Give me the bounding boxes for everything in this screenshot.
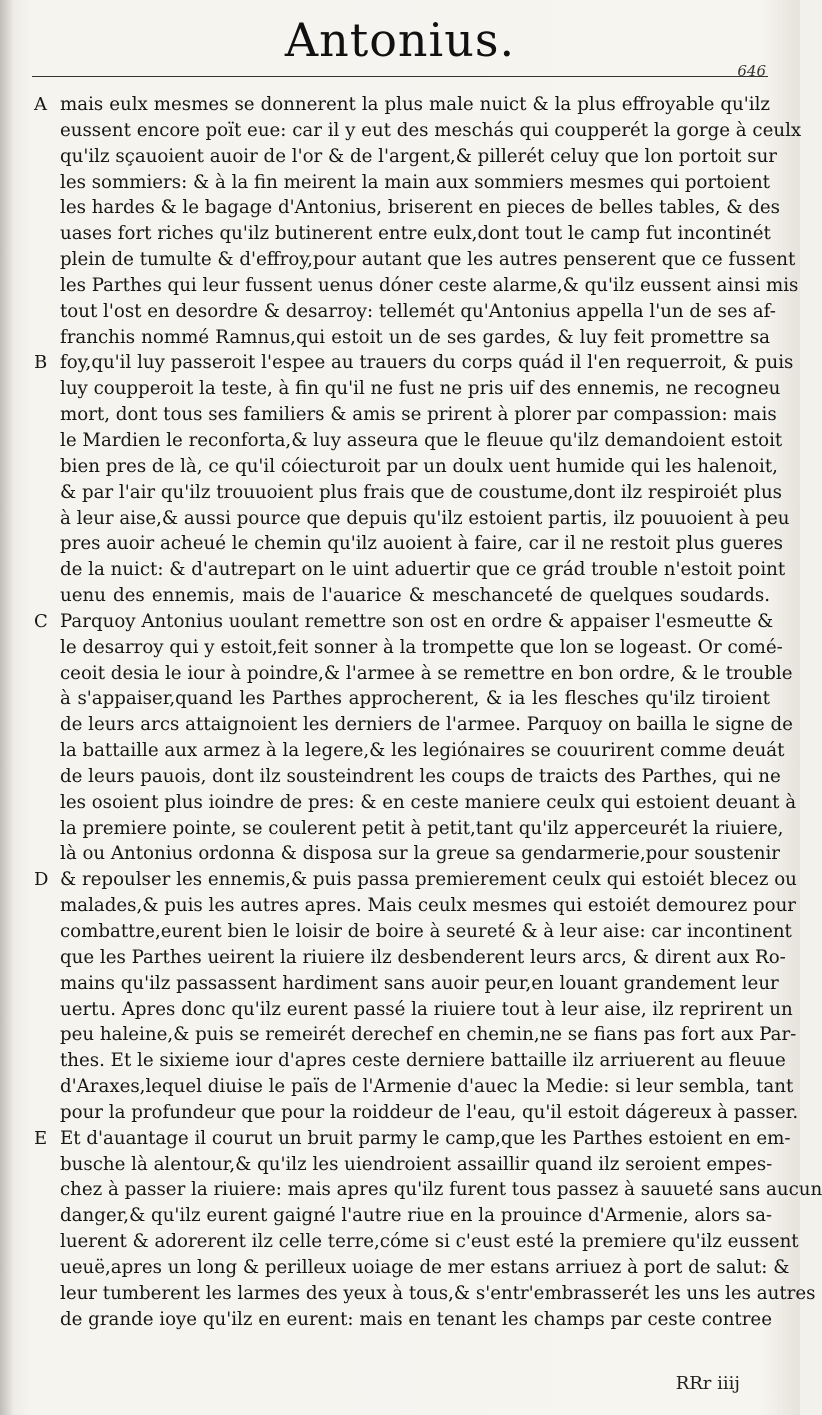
text-line <box>60 454 778 480</box>
text-line <box>60 1307 770 1333</box>
text-line <box>60 118 802 144</box>
text-line <box>60 1229 799 1255</box>
section-marker: B <box>34 352 48 374</box>
text-line <box>60 583 770 609</box>
text-line <box>60 1074 794 1100</box>
line-text: ceoit desia le iour à poindre,& l'armee à se remettre en bon ordre, & le trouble <box>60 662 793 684</box>
line-text: de grande ioye qu'ilz en eurent: mais en tenant les champs par ceste contree <box>60 1308 772 1330</box>
text-line <box>34 350 794 376</box>
line-text: Et d'auantage il courut un bruit parmy le camp,que les Parthes estoient en em- <box>60 1127 791 1149</box>
text-line <box>60 738 785 764</box>
line-text: de leurs pauois, dont ilz sousteindrent les coups de traicts des Parthes, qui ne <box>60 765 781 787</box>
line-text: les osoient plus ioindre de pres: & en ceste maniere ceulx qui estoient deuant à <box>60 791 797 813</box>
text-line <box>60 195 780 221</box>
text-line <box>60 1203 773 1229</box>
line-text: mains qu'ilz passassent hardiment sans auoir peur,en louant grandement leur <box>60 972 779 994</box>
line-text: leur tumberent les larmes des yeux à tous,& s'entr'embrasserét les uns les autres <box>60 1282 816 1304</box>
text-line <box>60 1177 822 1203</box>
line-text: uenu des ennemis, mais de l'auarice & meschanceté de quelques soudards. <box>60 585 770 607</box>
text-line <box>60 144 777 170</box>
section-marker: A <box>34 94 47 115</box>
line-text: malades,& puis les autres apres. Mais ceulx mesmes qui estoiét demourez pour <box>60 895 796 917</box>
line-text: busche là alentour,& qu'ilz les uiendroient assaillir quand ilz seroient empes- <box>60 1153 773 1175</box>
line-text: qu'ilz sçauoient auoir de l'or & de l'argent,& pillerét celuy que lon portoit sur <box>60 145 777 167</box>
text-line <box>60 919 792 945</box>
text-line <box>60 686 770 712</box>
line-text: uases fort riches qu'ilz butinerent entre eulx,dont tout le camp fut incontinét <box>60 223 771 245</box>
line-text: franchis nommé Ramnus,qui estoit un de ses gardes, & luy feit promettre sa <box>60 326 770 348</box>
text-line <box>60 273 799 299</box>
line-text: là ou Antonius ordonna & disposa sur la greue sa gendarmerie,pour soustenir <box>60 843 781 865</box>
text-line <box>60 790 797 816</box>
section-marker: C <box>34 610 48 632</box>
line-text: mort, dont tous ses familiers & amis se prirent à plorer par compassion: mais <box>60 404 777 426</box>
line-text: foy,qu'il luy passeroit l'espee au trauers du corps quád il l'en requerroit, & puis <box>60 352 794 374</box>
line-text: les hardes & le bagage d'Antonius, briserent en pieces de belles tables, & des <box>60 197 780 219</box>
line-text: uertu. Apres donc qu'ilz eurent passé la riuiere tout à leur aise, ilz reprirent un <box>60 998 793 1020</box>
text-line <box>34 1126 791 1152</box>
line-text: à leur aise,& aussi pource que depuis qu'ilz estoient partis, ilz pouuoient à peu <box>60 507 790 529</box>
text-line <box>34 609 774 635</box>
text-line <box>34 867 797 893</box>
text-line <box>60 893 796 919</box>
line-text: luerent & adorerent ilz celle terre,cóme si c'eust esté la premiere qu'ilz eussent <box>60 1231 799 1253</box>
text-line <box>60 841 781 867</box>
text-line <box>60 764 781 790</box>
line-text: que les Parthes ueirent la riuiere ilz desbenderent leurs arcs, & dirent aux Ro- <box>60 946 786 968</box>
line-text: de la nuict: & d'autrepart on le uint aduertir que ce grád trouble n'estoit point <box>60 559 786 581</box>
text-line <box>60 170 770 196</box>
line-text: combattre,eurent bien le loisir de boire à seureté & à leur aise: car incontinent <box>60 921 792 942</box>
line-text: pres auoir acheué le chemin qu'ilz auoient à faire, car il ne restoit plus gueres <box>60 533 783 555</box>
text-line <box>60 1255 790 1281</box>
page-spine-shadow <box>0 0 14 1415</box>
text-line <box>60 247 796 273</box>
folio-number: 646 <box>737 62 766 80</box>
line-text: peu haleine,& puis se remeirét derechef en chemin,ne se fians pas fort aux Par- <box>60 1024 797 1046</box>
text-line <box>60 1281 816 1307</box>
line-text: mais eulx mesmes se donnerent la plus male nuict & la plus effroyable qu'ilz <box>60 94 770 115</box>
line-text: luy coupperoit la teste, à fin qu'il ne fust ne pris uif des ennemis, ne recogneu <box>60 378 781 400</box>
text-line <box>60 971 779 997</box>
signature-mark: RRr iiij <box>675 1373 740 1394</box>
text-line <box>60 402 777 428</box>
line-text: ueuë,apres un long & perilleux uoiage de mer estans arriuez à port de salut: & <box>60 1256 790 1278</box>
text-line <box>60 661 793 687</box>
line-text: la battaille aux armez à la legere,& les legiónaires se couurirent comme deuát <box>60 740 785 762</box>
text-line <box>60 712 793 738</box>
line-text: les Parthes qui leur fussent uenus dóner ceste alarme,& qu'ilz eussent ainsi mis <box>60 274 799 296</box>
line-text: le desarroy qui y estoit,feit sonner à la trompette que lon se logeast. Or comé- <box>60 636 783 658</box>
line-text: eussent encore poït eue: car il y eut des meschás qui coupperét la gorge à ceulx <box>60 119 802 141</box>
line-text: tout l'ost en desordre & desarroy: tellemét qu'Antonius appella l'un de ses af- <box>60 300 776 322</box>
line-text: à s'appaiser,quand les Parthes approcherent, & ia les flesches qu'ilz tiroient <box>60 688 770 710</box>
text-line <box>60 325 770 351</box>
text-line <box>60 299 776 325</box>
text-line <box>60 816 784 842</box>
section-marker: D <box>34 869 49 891</box>
running-head-title: Antonius. <box>284 13 516 67</box>
text-line <box>60 531 783 557</box>
text-line <box>60 1022 797 1048</box>
line-text: & par l'air qu'ilz trouuoient plus frais que de coustume,dont ilz respiroiét plus <box>60 481 782 503</box>
line-text: d'Araxes,lequel diuise le païs de l'Armenie d'auec la Medie: si leur sembla, tant <box>60 1076 794 1098</box>
text-line <box>60 428 783 454</box>
line-text: les sommiers: & à la fin meirent la main aux sommiers mesmes qui portoient <box>60 171 770 193</box>
text-line <box>34 92 770 118</box>
line-text: de leurs arcs attaignoient les derniers de l'armee. Parquoy on bailla le signe de <box>60 714 793 736</box>
text-line <box>60 945 786 971</box>
text-line <box>60 506 790 532</box>
text-line <box>60 1048 786 1074</box>
text-line <box>60 480 782 506</box>
line-text: le Mardien le reconforta,& luy asseura que le fleuue qu'ilz demandoient estoit <box>60 429 783 451</box>
text-line <box>60 221 770 247</box>
line-text: danger,& qu'ilz eurent gaigné l'autre riue en la prouince d'Armenie, alors sa- <box>60 1205 773 1227</box>
body-text <box>34 92 822 1333</box>
text-line <box>60 635 783 661</box>
line-text: pour la profundeur que pour la roiddeur de l'eau, qu'il estoit dágereux à passer. <box>60 1101 799 1123</box>
line-text: Parquoy Antonius uoulant remettre son ost en ordre & appaiser l'esmeutte & <box>60 610 774 632</box>
line-text: & repoulser les ennemis,& puis passa premierement ceulx qui estoiét blecez ou <box>60 869 797 891</box>
text-line <box>60 557 786 583</box>
line-text: bien pres de là, ce qu'il cóiecturoit par un doulx uent humide qui les halenoit, <box>60 455 778 477</box>
line-text: thes. Et le sixieme iour d'apres ceste derniere battaille ilz arriuerent au fleuue <box>60 1050 786 1072</box>
line-text: plein de tumulte & d'effroy,pour autant que les autres penserent que ce fussent <box>60 249 796 271</box>
line-text: chez à passer la riuiere: mais apres qu'ilz furent tous passez à sauueté sans aucun <box>60 1179 822 1201</box>
text-line <box>60 997 793 1023</box>
header-rule <box>32 76 768 77</box>
text-line <box>60 1152 773 1178</box>
text-line <box>60 1100 799 1126</box>
line-text: la premiere pointe, se coulerent petit à petit,tant qu'ilz apperceurét la riuiere, <box>60 817 784 839</box>
section-marker: E <box>34 1127 48 1149</box>
text-line <box>60 376 781 402</box>
